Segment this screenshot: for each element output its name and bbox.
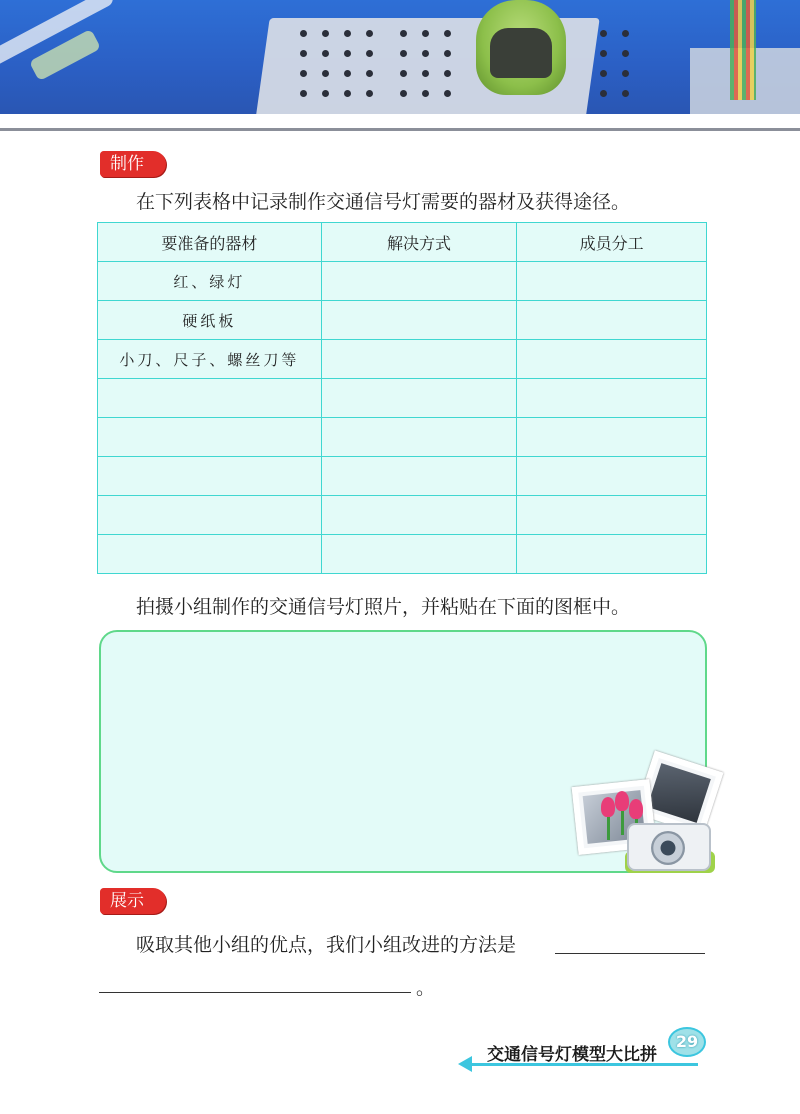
board-hole-dot <box>622 70 629 77</box>
board-hole-dot <box>344 50 351 57</box>
board-hole-dot <box>366 50 373 57</box>
table-cell-solution[interactable] <box>321 496 517 535</box>
footer-arrow-icon <box>458 1056 472 1072</box>
header-cables-decoration <box>730 0 756 100</box>
table-cell-material[interactable] <box>98 379 322 418</box>
board-hole-dot <box>444 90 451 97</box>
materials-table <box>97 222 707 574</box>
table-cell-material[interactable]: 红、绿灯 <box>98 262 322 301</box>
section-tag-show: 展示 <box>100 888 166 914</box>
footer-arrow-line <box>468 1063 698 1066</box>
board-hole-dot <box>300 70 307 77</box>
board-hole-dot <box>444 30 451 37</box>
table-cell-solution[interactable] <box>321 418 517 457</box>
board-hole-dot <box>400 30 407 37</box>
board-hole-dot <box>300 50 307 57</box>
answer-period: 。 <box>416 977 436 999</box>
table-header-materials: 要准备的器材 <box>98 223 322 262</box>
table-row <box>98 418 707 457</box>
tulip-icon <box>615 791 629 811</box>
answer-blank-1[interactable] <box>555 953 705 954</box>
table-cell-material[interactable]: 硬纸板 <box>98 301 322 340</box>
table-cell-material[interactable] <box>98 457 322 496</box>
chapter-title: 交通信号灯模型大比拼 <box>487 1045 657 1065</box>
camera-photos-illustration <box>565 755 735 880</box>
table-cell-assignment[interactable] <box>517 457 707 496</box>
board-hole-dot <box>400 70 407 77</box>
table-cell-solution[interactable] <box>321 535 517 574</box>
table-header-assignment: 成员分工 <box>517 223 707 262</box>
table-row <box>98 457 707 496</box>
board-hole-dot <box>422 70 429 77</box>
board-hole-dot <box>600 30 607 37</box>
board-hole-dot <box>300 30 307 37</box>
board-hole-dot <box>400 50 407 57</box>
table-cell-assignment[interactable] <box>517 262 707 301</box>
answer-blank-2[interactable] <box>99 992 411 993</box>
table-row <box>98 340 707 379</box>
photo-instruction: 拍摄小组制作的交通信号灯照片，并粘贴在下面的图框中。 <box>136 596 631 618</box>
header-toy-car-window <box>490 28 552 78</box>
board-hole-dot <box>322 50 329 57</box>
board-hole-dot <box>400 90 407 97</box>
table-cell-assignment[interactable] <box>517 496 707 535</box>
board-hole-dot <box>600 70 607 77</box>
tulip-icon <box>629 799 643 819</box>
board-hole-dot <box>344 30 351 37</box>
table-cell-solution[interactable] <box>321 457 517 496</box>
table-header-row <box>98 223 707 262</box>
camera-lens-icon <box>651 831 685 865</box>
table-header-solution: 解决方式 <box>321 223 517 262</box>
board-hole-dot <box>622 50 629 57</box>
table-row <box>98 262 707 301</box>
table-cell-material[interactable] <box>98 496 322 535</box>
board-hole-dot <box>444 50 451 57</box>
table-cell-material[interactable] <box>98 418 322 457</box>
table-cell-solution[interactable] <box>321 340 517 379</box>
section-tag-make: 制作 <box>100 151 166 177</box>
table-cell-assignment[interactable] <box>517 535 707 574</box>
table-cell-assignment[interactable] <box>517 418 707 457</box>
header-divider <box>0 128 800 131</box>
board-hole-dot <box>444 70 451 77</box>
board-hole-dot <box>366 30 373 37</box>
table-row <box>98 379 707 418</box>
board-hole-dot <box>344 70 351 77</box>
board-hole-dot <box>600 90 607 97</box>
table-cell-material[interactable]: 小刀、尺子、螺丝刀等 <box>98 340 322 379</box>
tulip-icon <box>601 797 615 817</box>
table-cell-assignment[interactable] <box>517 379 707 418</box>
header-photo <box>0 0 800 114</box>
page-number: 29 <box>668 1027 706 1057</box>
board-hole-dot <box>422 90 429 97</box>
board-hole-dot <box>322 70 329 77</box>
table-row <box>98 496 707 535</box>
board-hole-dot <box>600 50 607 57</box>
table-cell-assignment[interactable] <box>517 340 707 379</box>
improve-prompt: 吸取其他小组的优点，我们小组改进的方法是 <box>136 934 517 956</box>
board-hole-dot <box>344 90 351 97</box>
board-hole-dot <box>422 50 429 57</box>
table-cell-solution[interactable] <box>321 262 517 301</box>
board-hole-dot <box>366 70 373 77</box>
board-hole-dot <box>300 90 307 97</box>
board-hole-dot <box>322 90 329 97</box>
make-instruction: 在下列表格中记录制作交通信号灯需要的器材及获得途径。 <box>136 191 631 213</box>
board-hole-dot <box>422 30 429 37</box>
table-body <box>98 262 707 574</box>
board-hole-dot <box>622 30 629 37</box>
table-cell-assignment[interactable] <box>517 301 707 340</box>
table-cell-material[interactable] <box>98 535 322 574</box>
table-row <box>98 301 707 340</box>
table-cell-solution[interactable] <box>321 301 517 340</box>
board-hole-dot <box>366 90 373 97</box>
table-row <box>98 535 707 574</box>
board-hole-dot <box>622 90 629 97</box>
board-hole-dot <box>322 30 329 37</box>
table-cell-solution[interactable] <box>321 379 517 418</box>
